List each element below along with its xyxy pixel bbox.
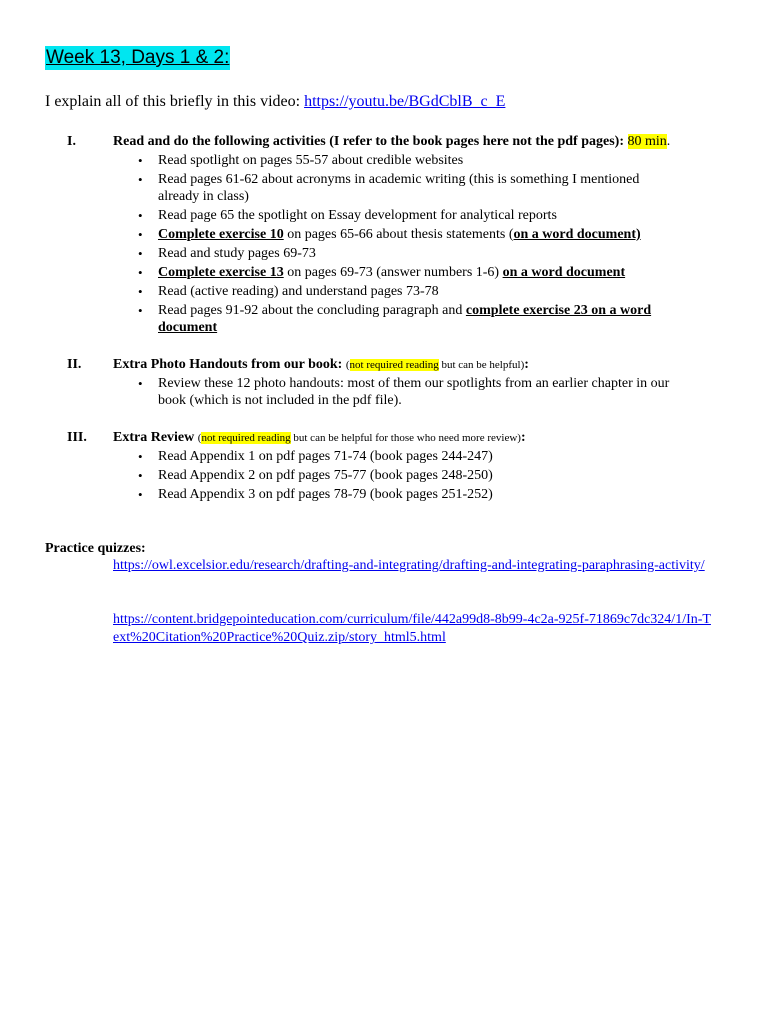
bullet-icon: • xyxy=(138,153,143,168)
section-1-numeral: I. xyxy=(67,134,76,149)
emphasis-text: Complete exercise 10 xyxy=(158,227,284,242)
item-text: on pages 65-66 about thesis statements ( xyxy=(283,227,514,242)
note-colon: : xyxy=(524,357,529,372)
emphasis-text: on a word document) xyxy=(513,227,641,242)
bullet-icon: • xyxy=(138,468,143,483)
section-2-numeral: II. xyxy=(67,357,82,372)
emphasis-text: complete exercise 23 on a word document xyxy=(158,303,652,335)
item-text: Read Appendix 2 on pdf pages 75-77 (book pages 248-250) xyxy=(158,468,493,483)
item-text: Read pages 91-92 about the concluding paragraph and xyxy=(158,303,466,318)
item-text: on pages 69-73 (answer numbers 1-6) xyxy=(283,265,503,280)
list-item xyxy=(113,467,683,484)
list-item xyxy=(113,283,683,300)
item-text: Read Appendix 1 on pdf pages 71-74 (book pages 244-247) xyxy=(158,449,493,464)
item-text: Read (active reading) and understand pages 73-78 xyxy=(158,284,439,299)
video-link[interactable]: https://youtu.be/BGdCblB_c_E xyxy=(304,93,506,110)
item-text: Read pages 61-62 about acronyms in academic writing (this is something I mentioned already in class) xyxy=(158,172,640,204)
quiz-link-bridgepoint[interactable]: https://content.bridgepointeducation.com/curriculum/file/442a99d8-8b99-4c2a-925f-71869c7dc324/1/In-Text%20Citation%20Practice%20Quiz.zip/story_html5.html xyxy=(113,612,711,645)
list-item xyxy=(113,375,683,409)
section-1-heading xyxy=(113,133,727,151)
item-text: Read Appendix 3 on pdf pages 78-79 (book pages 251-252) xyxy=(158,487,493,502)
item-text: Read and study pages 69-73 xyxy=(158,246,316,261)
section-1-heading-text: Read and do the following activities (I refer to the book pages here not the pdf pages): xyxy=(113,134,624,149)
bullet-icon: • xyxy=(138,265,143,280)
time-suffix: . xyxy=(666,134,671,149)
bullet-icon: • xyxy=(138,172,143,187)
section-3-note xyxy=(198,432,521,444)
intro-text: I explain all of this briefly in this video: xyxy=(45,93,305,110)
time-badge: 80 min xyxy=(627,134,667,149)
list-item xyxy=(113,152,683,169)
list-item xyxy=(113,207,683,224)
intro-line xyxy=(45,92,505,112)
page-title: Week 13, Days 1 & 2: xyxy=(46,47,230,68)
item-text: Read page 65 the spotlight on Essay development for analytical reports xyxy=(158,208,557,223)
list-item xyxy=(113,302,683,336)
list-item xyxy=(113,226,683,243)
section-3-list xyxy=(113,448,683,505)
note-open-paren: ( xyxy=(345,359,350,371)
quiz-link-owl[interactable]: https://owl.excelsior.edu/research/drafting-and-integrating/drafting-and-integrating-paraphrasing-activity/ xyxy=(113,558,705,573)
section-1-list xyxy=(113,152,683,338)
section-3-numeral: III. xyxy=(67,430,87,445)
note-open-paren: ( xyxy=(197,432,202,444)
bullet-icon: • xyxy=(138,376,143,391)
bullet-icon: • xyxy=(138,303,143,318)
list-item xyxy=(113,264,683,281)
practice-quizzes-label: Practice quizzes: xyxy=(45,541,146,556)
bullet-icon: • xyxy=(138,449,143,464)
list-item xyxy=(113,486,683,503)
bullet-icon: • xyxy=(138,208,143,223)
not-required-highlight: not required reading xyxy=(201,432,291,444)
emphasis-text: Complete exercise 13 xyxy=(158,265,284,280)
section-3-heading-text: Extra Review xyxy=(113,430,195,445)
section-2-list xyxy=(113,375,683,411)
bullet-icon: • xyxy=(138,246,143,261)
note-colon: : xyxy=(520,430,526,445)
note-rest: but can be helpful for those who need more review) xyxy=(290,432,521,444)
bullet-icon: • xyxy=(138,284,143,299)
bullet-icon: • xyxy=(138,227,143,242)
bullet-icon: • xyxy=(138,487,143,502)
note-rest: but can be helpful) xyxy=(438,359,525,371)
section-3-heading xyxy=(113,429,727,447)
list-item xyxy=(113,171,683,205)
list-item xyxy=(113,245,683,262)
list-item xyxy=(113,448,683,465)
item-text: Read spotlight on pages 55-57 about credible websites xyxy=(158,153,464,168)
emphasis-text: on a word document xyxy=(502,265,626,280)
item-text: Review these 12 photo handouts: most of them our spotlights from an earlier chapter in our book (which is not included in the pdf file). xyxy=(158,376,670,408)
not-required-highlight: not required reading xyxy=(349,359,439,371)
section-2-heading-text: Extra Photo Handouts from our book: xyxy=(113,357,343,372)
section-2-heading xyxy=(113,356,727,374)
section-2-note xyxy=(346,359,524,371)
